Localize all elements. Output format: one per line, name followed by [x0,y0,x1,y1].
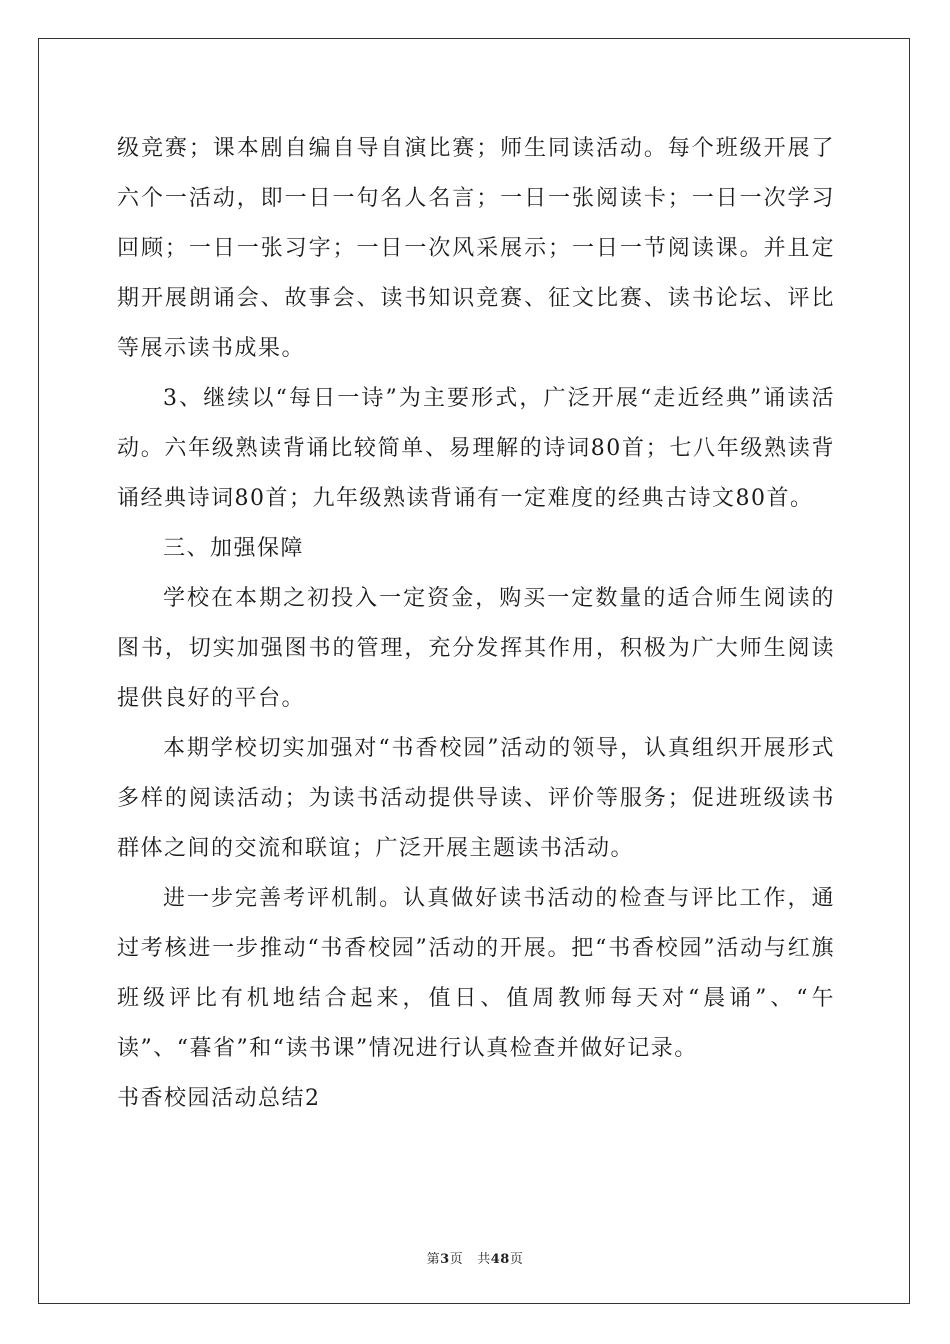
footer-prefix: 第 [426,1252,441,1267]
paragraph-4: 学校在本期之初投入一定资金，购买一定数量的适合师生阅读的图书，切实加强图书的管理，充分发挥其作用，积极为广大师生阅读提供良好的平台。 [117,586,835,711]
section-title: 书香校园活动总结2 [117,1086,321,1111]
paragraph-6: 进一步完善考评机制。认真做好读书活动的检查与评比工作，通过考核进一步推动“书香校园”活动的开展。把“书香校园”活动与红旗班级评比有机地结合起来，值日、值周教师每天对“晨诵”、“午读”、“暮省”和“读书课”情况进行认真检查并做好记录。 [117,886,835,1061]
footer-total-prefix: 共 [477,1252,491,1267]
footer-total-pages: 48 [490,1252,510,1267]
paragraph-5: 本期学校切实加强对“书香校园”活动的领导，认真组织开展形式多样的阅读活动；为读书活动提供导读、评价等服务；促进班级读书群体之间的交流和联谊；广泛开展主题读书活动。 [117,736,835,861]
paragraph-1: 级竞赛；课本剧自编自导自演比赛；师生同读活动。每个班级开展了六个一活动，即一日一句名人名言；一日一张阅读卡；一日一次学习回顾；一日一张习字；一日一次风采展示；一日一节阅读课。并且定期开展朗诵会、故事会、读书知识竞赛、征文比赛、读书论坛、评比等展示读书成果。 [117,136,835,361]
page-footer [0,1248,950,1267]
paragraph-2: 3、继续以“每日一诗”为主要形式，广泛开展“走近经典”诵读活动。六年级熟读背诵比较简单、易理解的诗词80首；七八年级熟读背诵经典诗词80首；九年级熟读背诵有一定难度的经典古诗文80首。 [117,386,835,511]
footer-current-page: 3 [440,1252,450,1267]
section-heading-3: 三、加强保障 [163,536,305,561]
footer-total-suffix: 页 [509,1252,524,1267]
footer-page-suffix: 页 [449,1252,464,1267]
document-body [117,124,835,1124]
